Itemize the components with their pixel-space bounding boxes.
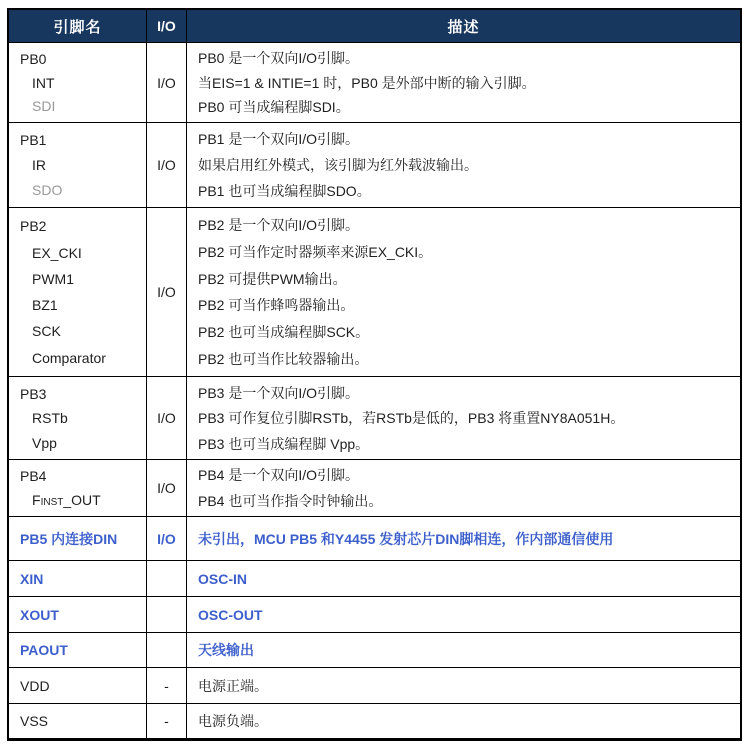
description-line: 未引出，MCU PB5 和Y4455 发射芯片DIN脚相连，作内部通信使用 (198, 530, 614, 547)
io-cell (147, 633, 187, 667)
pin-name: PB0 (20, 50, 47, 67)
pin-row-pb0 (9, 42, 740, 122)
pin-row-xout (9, 596, 740, 632)
description-line: OSC-IN (198, 570, 247, 587)
pin-name: SDI (32, 98, 56, 115)
pin-name: XOUT (20, 606, 59, 623)
description-cell (187, 633, 740, 667)
io-cell: - (147, 668, 187, 703)
pin-row-pb3 (9, 376, 740, 459)
pin-name-cell (9, 597, 147, 632)
io-cell (147, 597, 187, 632)
pin-name-cell (9, 561, 147, 596)
description-line: 电源负端。 (198, 713, 268, 729)
pin-row-pb1 (9, 122, 740, 207)
description-cell (187, 517, 740, 560)
pin-name: VDD (20, 677, 50, 694)
description-line: PB4 也可当作指令时钟输出。 (198, 492, 383, 509)
description-cell (187, 123, 740, 207)
pin-name: Vpp (32, 434, 57, 451)
pin-name: VSS (20, 713, 49, 729)
description-line: PB3 是一个双向I/O引脚。 (198, 384, 360, 401)
pin-name: IR (32, 157, 46, 173)
pin-name-cell (9, 43, 147, 122)
pin-name: XIN (20, 570, 44, 587)
pin-name-cell (9, 123, 147, 207)
io-cell: I/O (147, 460, 187, 516)
pin-name-cell (9, 517, 147, 560)
description-line: PB0 是一个双向I/O引脚。 (198, 49, 360, 66)
io-cell: I/O (147, 123, 187, 207)
pin-name: PB1 (20, 132, 47, 148)
pin-name-cell (9, 633, 147, 667)
table-header-row (9, 10, 740, 42)
pin-name: EX_CKI (32, 244, 82, 261)
pin-name-cell (9, 208, 147, 376)
pin-name: INT (32, 74, 55, 91)
pin-name: PB2 (20, 218, 47, 235)
pin-name: PB3 (20, 385, 47, 402)
description-line: OSC-OUT (198, 606, 263, 623)
pin-name-cell (9, 377, 147, 459)
description-line: 当EIS=1 & INTIE=1 时，PB0 是外部中断的输入引脚。 (198, 74, 536, 91)
pin-name: FINST_OUT (32, 492, 101, 508)
description-line: PB3 可作复位引脚RSTb，若RSTb是低的，PB3 将重置NY8A051H。 (198, 410, 625, 426)
pin-name: SCK (32, 323, 61, 340)
description-line: PB2 也可当作比较器输出。 (198, 351, 369, 368)
description-cell (187, 561, 740, 596)
pin-name: Comparator (32, 349, 106, 366)
description-line: PB1 也可当成编程脚SDO。 (198, 183, 371, 199)
pin-row-pb5-din (9, 516, 740, 560)
pin-row-pb2 (9, 207, 740, 376)
io-cell: I/O (147, 517, 187, 560)
description-cell (187, 668, 740, 703)
description-line: 如果启用红外模式，该引脚为红外载波输出。 (198, 157, 478, 173)
description-cell (187, 377, 740, 459)
description-line: 电源正端。 (198, 677, 268, 694)
description-cell (187, 597, 740, 632)
pin-name-cell (9, 704, 147, 738)
io-cell: - (147, 704, 187, 738)
description-line: PB2 是一个双向I/O引脚。 (198, 216, 360, 233)
description-line: PB0 可当成编程脚SDI。 (198, 99, 350, 116)
io-cell: I/O (147, 377, 187, 459)
pin-row-vss (9, 703, 740, 738)
description-cell (187, 43, 740, 122)
pin-row-paout (9, 632, 740, 667)
description-line: PB4 是一个双向I/O引脚。 (198, 467, 360, 484)
description-line: PB2 也可当成编程脚SCK。 (198, 324, 370, 341)
pin-name-cell (9, 460, 147, 516)
description-cell (187, 704, 740, 738)
pin-name: PB4 (20, 468, 47, 484)
pin-description-table (7, 8, 742, 741)
pin-name: PWM1 (32, 270, 74, 287)
header-description: 描述 (447, 18, 480, 36)
description-cell (187, 460, 740, 516)
pin-row-pb4 (9, 459, 740, 516)
header-pin-name: 引脚名 (9, 10, 147, 42)
description-line: PB2 可当作蜂鸣器输出。 (198, 297, 355, 314)
description-line: PB2 可当作定时器频率来源EX_CKI。 (198, 243, 433, 260)
io-cell (147, 561, 187, 596)
pin-name: SDO (32, 182, 63, 198)
pin-name: PAOUT (20, 642, 68, 658)
pin-name: PB5 内连接DIN (20, 530, 118, 547)
description-line: 天线输出 (198, 642, 254, 658)
description-cell (187, 208, 740, 376)
header-io: I/O (147, 10, 187, 42)
pin-row-vdd (9, 667, 740, 703)
pin-name: RSTb (32, 410, 68, 426)
description-line: PB3 也可当成编程脚 Vpp。 (198, 435, 370, 452)
io-cell: I/O (147, 208, 187, 376)
pin-row-xin (9, 560, 740, 596)
pin-name: BZ1 (32, 297, 58, 314)
description-line: PB1 是一个双向I/O引脚。 (198, 131, 360, 147)
pin-name-cell (9, 668, 147, 703)
io-cell: I/O (147, 43, 187, 122)
description-line: PB2 可提供PWM输出。 (198, 270, 347, 287)
